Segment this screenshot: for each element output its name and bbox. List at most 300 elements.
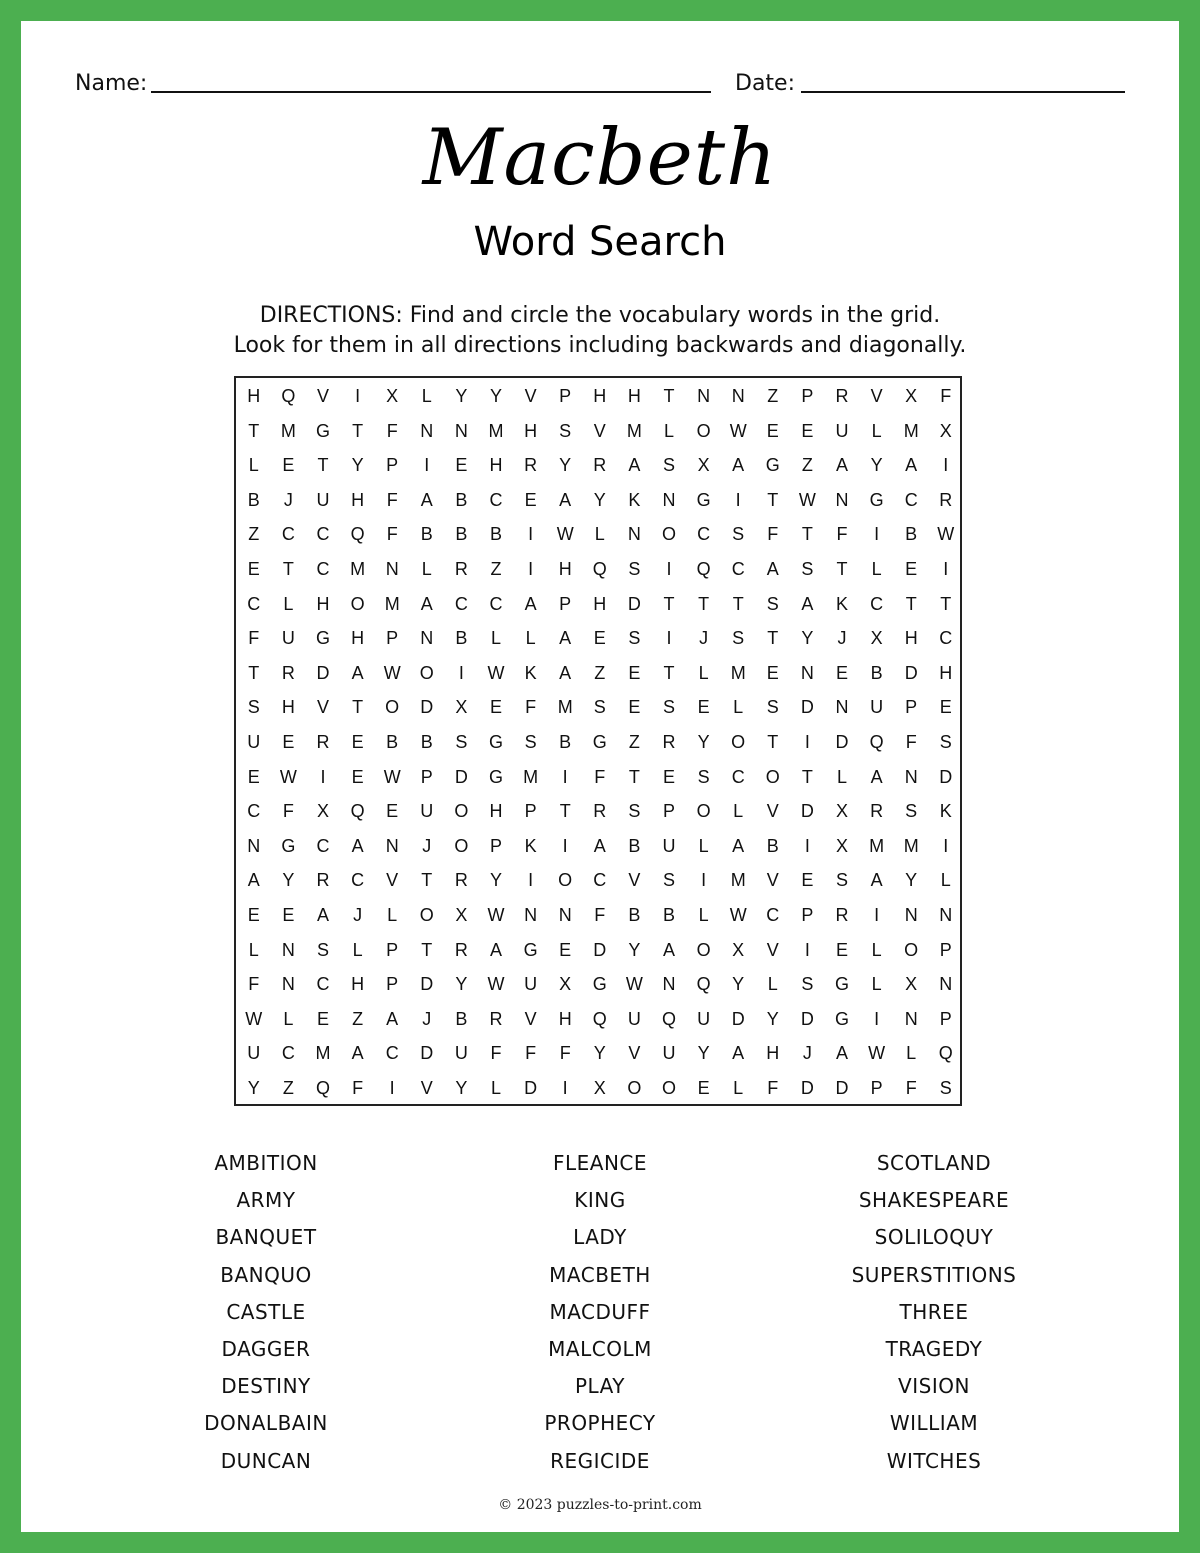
grid-cell[interactable]: C [697, 524, 711, 545]
grid-cell[interactable]: M [626, 420, 642, 441]
grid-cell[interactable]: J [422, 835, 432, 856]
grid-cell[interactable]: O [454, 801, 469, 822]
grid-cell[interactable]: P [801, 386, 814, 406]
grid-cell[interactable]: E [628, 697, 641, 718]
grid-cell[interactable]: W [383, 662, 401, 683]
grid-cell[interactable]: I [701, 870, 707, 891]
grid-cell[interactable]: R [870, 801, 884, 822]
grid-cell[interactable]: P [662, 801, 675, 822]
grid-cell[interactable]: C [316, 524, 330, 545]
grid-cell[interactable]: O [696, 939, 711, 960]
grid-cell[interactable]: X [386, 386, 399, 406]
grid-cell[interactable]: E [662, 766, 675, 787]
grid-cell[interactable]: C [316, 559, 330, 579]
grid-cell[interactable]: N [731, 386, 745, 406]
grid-cell[interactable]: V [766, 939, 779, 960]
grid-cell[interactable]: Y [697, 732, 710, 752]
grid-cell[interactable]: C [593, 870, 607, 891]
grid-cell[interactable]: G [488, 766, 503, 787]
grid-cell[interactable]: P [524, 801, 537, 822]
grid-cell[interactable]: I [562, 766, 568, 787]
grid-cell[interactable]: I [528, 870, 534, 891]
grid-cell[interactable]: K [524, 835, 537, 856]
grid-cell[interactable]: Y [870, 455, 883, 476]
grid-cell[interactable]: I [804, 835, 810, 856]
grid-cell[interactable]: W [245, 1008, 263, 1029]
grid-cell[interactable]: Q [350, 801, 365, 822]
grid-cell[interactable]: H [351, 628, 365, 649]
grid-cell[interactable]: T [905, 593, 917, 614]
grid-cell[interactable]: W [798, 489, 816, 510]
grid-cell[interactable]: D [420, 697, 434, 718]
grid-cell[interactable]: S [732, 628, 745, 649]
grid-cell[interactable]: U [524, 974, 538, 995]
grid-cell[interactable]: H [593, 593, 607, 614]
grid-cell[interactable]: K [939, 801, 952, 822]
grid-cell[interactable]: A [870, 766, 883, 787]
grid-cell[interactable]: N [800, 662, 814, 683]
grid-cell[interactable]: F [905, 1078, 917, 1098]
grid-cell[interactable]: I [562, 1078, 568, 1098]
grid-cell[interactable]: X [316, 801, 329, 822]
grid-cell[interactable]: T [663, 386, 675, 406]
grid-cell[interactable]: S [662, 870, 675, 891]
grid-cell[interactable]: H [558, 1008, 572, 1029]
grid-cell[interactable]: I [666, 559, 672, 579]
grid-cell[interactable]: J [353, 905, 363, 925]
grid-cell[interactable]: F [352, 1078, 364, 1098]
grid-cell[interactable]: N [662, 489, 676, 510]
grid-cell[interactable]: A [628, 455, 641, 476]
grid-cell[interactable]: E [524, 489, 537, 510]
grid-cell[interactable]: U [247, 1043, 261, 1064]
grid-cell[interactable]: U [662, 1043, 676, 1064]
grid-cell[interactable]: D [731, 1008, 745, 1029]
grid-cell[interactable]: T [282, 559, 294, 579]
grid-cell[interactable]: I [874, 1008, 880, 1029]
grid-cell[interactable]: T [248, 420, 260, 441]
grid-cell[interactable]: A [489, 939, 502, 960]
grid-cell[interactable]: T [836, 559, 848, 579]
grid-cell[interactable]: Q [938, 1043, 953, 1064]
grid-cell[interactable]: E [247, 905, 260, 925]
grid-cell[interactable]: Y [282, 870, 295, 891]
grid-cell[interactable]: I [666, 628, 672, 649]
grid-cell[interactable]: U [835, 420, 849, 441]
grid-cell[interactable]: T [801, 524, 813, 545]
grid-cell[interactable]: V [593, 420, 606, 441]
grid-cell[interactable]: S [801, 974, 814, 995]
grid-cell[interactable]: O [350, 593, 365, 614]
grid-cell[interactable]: V [628, 870, 641, 891]
grid-cell[interactable]: E [905, 559, 918, 579]
grid-cell[interactable]: C [454, 593, 468, 614]
grid-cell[interactable]: R [281, 662, 295, 683]
grid-cell[interactable]: N [835, 489, 849, 510]
grid-cell[interactable]: R [593, 801, 607, 822]
grid-cell[interactable]: P [386, 939, 399, 960]
grid-cell[interactable]: E [697, 1078, 710, 1098]
grid-cell[interactable]: W [487, 905, 505, 925]
grid-cell[interactable]: R [454, 939, 468, 960]
grid-cell[interactable]: B [386, 732, 399, 752]
grid-cell[interactable]: N [835, 697, 849, 718]
grid-cell[interactable]: Z [801, 455, 813, 476]
grid-cell[interactable]: L [871, 559, 882, 579]
grid-cell[interactable]: Y [593, 489, 606, 510]
grid-cell[interactable]: L [698, 662, 709, 683]
grid-cell[interactable]: X [939, 420, 952, 441]
grid-cell[interactable]: C [766, 905, 780, 925]
grid-cell[interactable]: K [628, 489, 641, 510]
grid-cell[interactable]: B [455, 1008, 468, 1029]
grid-cell[interactable]: T [732, 593, 744, 614]
grid-cell[interactable]: T [352, 697, 364, 718]
grid-cell[interactable]: D [800, 697, 814, 718]
grid-cell[interactable]: G [315, 420, 330, 441]
grid-cell[interactable]: O [419, 662, 434, 683]
grid-cell[interactable]: B [489, 524, 502, 545]
grid-cell[interactable]: I [458, 662, 464, 683]
grid-cell[interactable]: Q [315, 1078, 330, 1098]
grid-cell[interactable]: L [387, 905, 398, 925]
grid-cell[interactable]: G [281, 835, 296, 856]
grid-cell[interactable]: U [316, 489, 330, 510]
grid-cell[interactable]: B [905, 524, 918, 545]
grid-cell[interactable]: E [282, 455, 295, 476]
grid-cell[interactable]: W [383, 766, 401, 787]
grid-cell[interactable]: Z [767, 386, 779, 406]
grid-cell[interactable]: A [420, 489, 433, 510]
grid-cell[interactable]: R [454, 870, 468, 891]
grid-cell[interactable]: T [767, 489, 779, 510]
grid-cell[interactable]: O [731, 732, 746, 752]
grid-cell[interactable]: L [594, 524, 605, 545]
grid-cell[interactable]: H [627, 386, 641, 406]
grid-cell[interactable]: R [454, 559, 468, 579]
grid-cell[interactable]: D [939, 766, 953, 787]
grid-cell[interactable]: L [940, 870, 951, 891]
grid-cell[interactable]: Y [455, 386, 468, 406]
grid-cell[interactable]: F [836, 524, 848, 545]
grid-cell[interactable]: L [663, 420, 674, 441]
grid-cell[interactable]: F [594, 766, 606, 787]
grid-cell[interactable]: H [247, 386, 261, 406]
grid-cell[interactable]: N [697, 386, 711, 406]
grid-cell[interactable]: S [628, 559, 641, 579]
grid-cell[interactable]: M [488, 420, 504, 441]
grid-cell[interactable]: E [939, 697, 952, 718]
grid-cell[interactable]: M [730, 662, 746, 683]
grid-cell[interactable]: S [697, 766, 710, 787]
grid-cell[interactable]: X [835, 835, 848, 856]
grid-cell[interactable]: P [939, 939, 952, 960]
grid-cell[interactable]: E [801, 420, 814, 441]
grid-cell[interactable]: A [801, 593, 814, 614]
grid-cell[interactable]: T [663, 593, 675, 614]
grid-cell[interactable]: C [281, 524, 295, 545]
grid-cell[interactable]: V [524, 1008, 537, 1029]
grid-cell[interactable]: S [662, 697, 675, 718]
grid-cell[interactable]: D [420, 1043, 434, 1064]
grid-cell[interactable]: I [528, 559, 534, 579]
grid-cell[interactable]: D [316, 662, 330, 683]
grid-cell[interactable]: W [487, 662, 505, 683]
grid-cell[interactable]: P [386, 455, 399, 476]
grid-cell[interactable]: N [904, 1008, 918, 1029]
grid-cell[interactable]: T [767, 732, 779, 752]
grid-cell[interactable]: Y [559, 455, 572, 476]
grid-cell[interactable]: U [697, 1008, 711, 1029]
grid-cell[interactable]: P [489, 835, 502, 856]
grid-cell[interactable]: C [489, 489, 503, 510]
grid-cell[interactable]: P [559, 593, 572, 614]
grid-cell[interactable]: B [455, 628, 468, 649]
grid-cell[interactable]: O [661, 1078, 676, 1098]
grid-cell[interactable]: M [280, 420, 296, 441]
grid-cell[interactable]: Y [732, 974, 745, 995]
grid-cell[interactable]: S [939, 732, 952, 752]
grid-cell[interactable]: P [939, 1008, 952, 1029]
grid-cell[interactable]: E [801, 870, 814, 891]
grid-cell[interactable]: N [247, 835, 261, 856]
grid-cell[interactable]: U [627, 1008, 641, 1029]
grid-cell[interactable]: A [316, 905, 329, 925]
grid-cell[interactable]: N [385, 559, 399, 579]
grid-cell[interactable]: W [279, 766, 297, 787]
grid-cell[interactable]: E [282, 732, 295, 752]
grid-cell[interactable]: D [454, 766, 468, 787]
grid-cell[interactable]: M [315, 1043, 331, 1064]
grid-cell[interactable]: I [943, 835, 949, 856]
grid-cell[interactable]: O [627, 1078, 642, 1098]
grid-cell[interactable]: I [528, 524, 534, 545]
grid-cell[interactable]: G [834, 974, 849, 995]
grid-cell[interactable]: T [801, 766, 813, 787]
grid-cell[interactable]: Y [489, 386, 502, 406]
grid-cell[interactable]: L [871, 420, 882, 441]
grid-cell[interactable]: L [490, 628, 501, 649]
grid-cell[interactable]: J [837, 628, 847, 649]
grid-cell[interactable]: L [421, 386, 432, 406]
grid-cell[interactable]: C [939, 628, 953, 649]
grid-cell[interactable]: L [906, 1043, 917, 1064]
grid-cell[interactable]: H [351, 974, 365, 995]
grid-cell[interactable]: C [870, 593, 884, 614]
grid-cell[interactable]: F [525, 697, 537, 718]
grid-cell[interactable]: F [386, 420, 398, 441]
grid-cell[interactable]: H [489, 801, 503, 822]
grid-cell[interactable]: A [559, 489, 572, 510]
grid-cell[interactable]: B [628, 835, 641, 856]
grid-cell[interactable]: X [732, 939, 745, 960]
grid-cell[interactable]: A [351, 835, 364, 856]
grid-cell[interactable]: B [247, 489, 260, 510]
grid-cell[interactable]: L [767, 974, 778, 995]
grid-cell[interactable]: Z [490, 559, 502, 579]
grid-cell[interactable]: E [835, 939, 848, 960]
grid-cell[interactable]: V [386, 870, 399, 891]
grid-cell[interactable]: E [766, 420, 779, 441]
grid-cell[interactable]: Q [869, 732, 884, 752]
grid-cell[interactable]: P [386, 628, 399, 649]
grid-cell[interactable]: E [697, 697, 710, 718]
grid-cell[interactable]: H [558, 559, 572, 579]
grid-cell[interactable]: F [905, 732, 917, 752]
grid-cell[interactable]: G [592, 974, 607, 995]
grid-cell[interactable]: U [870, 697, 884, 718]
grid-cell[interactable]: C [385, 1043, 399, 1064]
grid-cell[interactable]: L [871, 974, 882, 995]
grid-cell[interactable]: N [385, 835, 399, 856]
grid-cell[interactable]: W [487, 974, 505, 995]
grid-cell[interactable]: X [593, 1078, 606, 1098]
grid-cell[interactable]: C [281, 1043, 295, 1064]
grid-cell[interactable]: E [766, 662, 779, 683]
grid-cell[interactable]: E [835, 662, 848, 683]
grid-cell[interactable]: E [455, 455, 468, 476]
grid-cell[interactable]: B [455, 524, 468, 545]
grid-cell[interactable]: I [943, 559, 949, 579]
grid-cell[interactable]: L [733, 1078, 744, 1098]
grid-cell[interactable]: U [420, 801, 434, 822]
grid-cell[interactable]: O [696, 801, 711, 822]
grid-cell[interactable]: N [454, 420, 468, 441]
grid-cell[interactable]: F [940, 386, 952, 406]
grid-cell[interactable]: T [628, 766, 640, 787]
grid-cell[interactable]: V [766, 870, 779, 891]
grid-cell[interactable]: E [351, 766, 364, 787]
grid-cell[interactable]: A [732, 1043, 745, 1064]
grid-cell[interactable]: D [800, 1078, 814, 1098]
grid-cell[interactable]: I [804, 939, 810, 960]
grid-cell[interactable]: A [870, 870, 883, 891]
grid-cell[interactable]: V [524, 386, 537, 406]
grid-cell[interactable]: S [593, 697, 606, 718]
grid-cell[interactable]: D [800, 801, 814, 822]
grid-cell[interactable]: G [834, 1008, 849, 1029]
grid-cell[interactable]: V [628, 1043, 641, 1064]
grid-cell[interactable]: A [351, 1043, 364, 1064]
grid-cell[interactable]: T [698, 593, 710, 614]
grid-cell[interactable]: T [317, 455, 329, 476]
grid-cell[interactable]: S [732, 524, 745, 545]
grid-cell[interactable]: I [562, 835, 568, 856]
grid-cell[interactable]: L [248, 455, 259, 476]
grid-cell[interactable]: S [766, 697, 779, 718]
grid-cell[interactable]: A [524, 593, 537, 614]
grid-cell[interactable]: B [420, 524, 433, 545]
grid-cell[interactable]: A [559, 628, 572, 649]
grid-cell[interactable]: E [316, 1008, 329, 1029]
grid-cell[interactable]: P [559, 386, 572, 406]
grid-cell[interactable]: X [697, 455, 710, 476]
grid-cell[interactable]: N [939, 905, 953, 925]
grid-cell[interactable]: B [870, 662, 883, 683]
grid-cell[interactable]: H [939, 662, 953, 683]
grid-cell[interactable]: I [804, 732, 810, 752]
grid-cell[interactable]: Y [247, 1078, 260, 1098]
grid-cell[interactable]: N [904, 905, 918, 925]
grid-cell[interactable]: S [801, 559, 814, 579]
grid-cell[interactable]: M [903, 835, 919, 856]
grid-cell[interactable]: N [939, 974, 953, 995]
grid-cell[interactable]: Y [766, 1008, 779, 1029]
grid-cell[interactable]: N [420, 628, 434, 649]
grid-cell[interactable]: O [419, 905, 434, 925]
grid-cell[interactable]: C [731, 766, 745, 787]
grid-cell[interactable]: E [559, 939, 572, 960]
grid-cell[interactable]: R [662, 732, 676, 752]
grid-cell[interactable]: E [247, 766, 260, 787]
grid-cell[interactable]: G [523, 939, 538, 960]
grid-cell[interactable]: K [524, 662, 537, 683]
grid-cell[interactable]: L [421, 559, 432, 579]
grid-cell[interactable]: F [767, 1078, 779, 1098]
grid-cell[interactable]: I [735, 489, 741, 510]
grid-cell[interactable]: T [248, 662, 260, 683]
grid-cell[interactable]: U [281, 628, 295, 649]
grid-cell[interactable]: R [835, 905, 849, 925]
grid-cell[interactable]: Y [455, 974, 468, 995]
grid-cell[interactable]: H [766, 1043, 780, 1064]
grid-cell[interactable]: X [905, 386, 918, 406]
grid-cell[interactable]: U [454, 1043, 468, 1064]
grid-cell[interactable]: H [281, 697, 295, 718]
grid-cell[interactable]: J [802, 1043, 812, 1064]
grid-cell[interactable]: D [593, 939, 607, 960]
grid-cell[interactable]: N [627, 524, 641, 545]
grid-cell[interactable]: P [905, 697, 918, 718]
grid-cell[interactable]: M [730, 870, 746, 891]
grid-cell[interactable]: Q [661, 1008, 676, 1029]
grid-cell[interactable]: N [662, 974, 676, 995]
grid-cell[interactable]: S [939, 1078, 952, 1098]
grid-cell[interactable]: Y [697, 1043, 710, 1064]
grid-cell[interactable]: Q [592, 559, 607, 579]
grid-cell[interactable]: G [488, 732, 503, 752]
grid-cell[interactable]: C [904, 489, 918, 510]
grid-cell[interactable]: Q [592, 1008, 607, 1029]
grid-cell[interactable]: E [282, 905, 295, 925]
grid-cell[interactable]: A [420, 593, 433, 614]
grid-cell[interactable]: E [628, 662, 641, 683]
grid-cell[interactable]: B [628, 905, 641, 925]
grid-cell[interactable]: H [489, 455, 503, 476]
grid-cell[interactable]: G [592, 732, 607, 752]
grid-cell[interactable]: I [874, 524, 880, 545]
grid-cell[interactable]: B [662, 905, 675, 925]
grid-cell[interactable]: N [420, 420, 434, 441]
grid-cell[interactable]: C [351, 870, 365, 891]
grid-cell[interactable]: D [420, 974, 434, 995]
grid-cell[interactable]: H [593, 386, 607, 406]
grid-cell[interactable]: C [316, 835, 330, 856]
grid-cell[interactable]: I [943, 455, 949, 476]
grid-cell[interactable]: V [316, 386, 329, 406]
grid-cell[interactable]: F [525, 1043, 537, 1064]
grid-cell[interactable]: D [835, 1078, 849, 1098]
grid-cell[interactable]: Z [282, 1078, 294, 1098]
grid-cell[interactable]: V [316, 697, 329, 718]
grid-cell[interactable]: P [801, 905, 814, 925]
grid-cell[interactable]: F [386, 524, 398, 545]
grid-cell[interactable]: Q [696, 974, 711, 995]
grid-cell[interactable]: H [351, 489, 365, 510]
grid-cell[interactable]: L [525, 628, 536, 649]
grid-cell[interactable]: N [904, 766, 918, 787]
grid-cell[interactable]: S [628, 628, 641, 649]
